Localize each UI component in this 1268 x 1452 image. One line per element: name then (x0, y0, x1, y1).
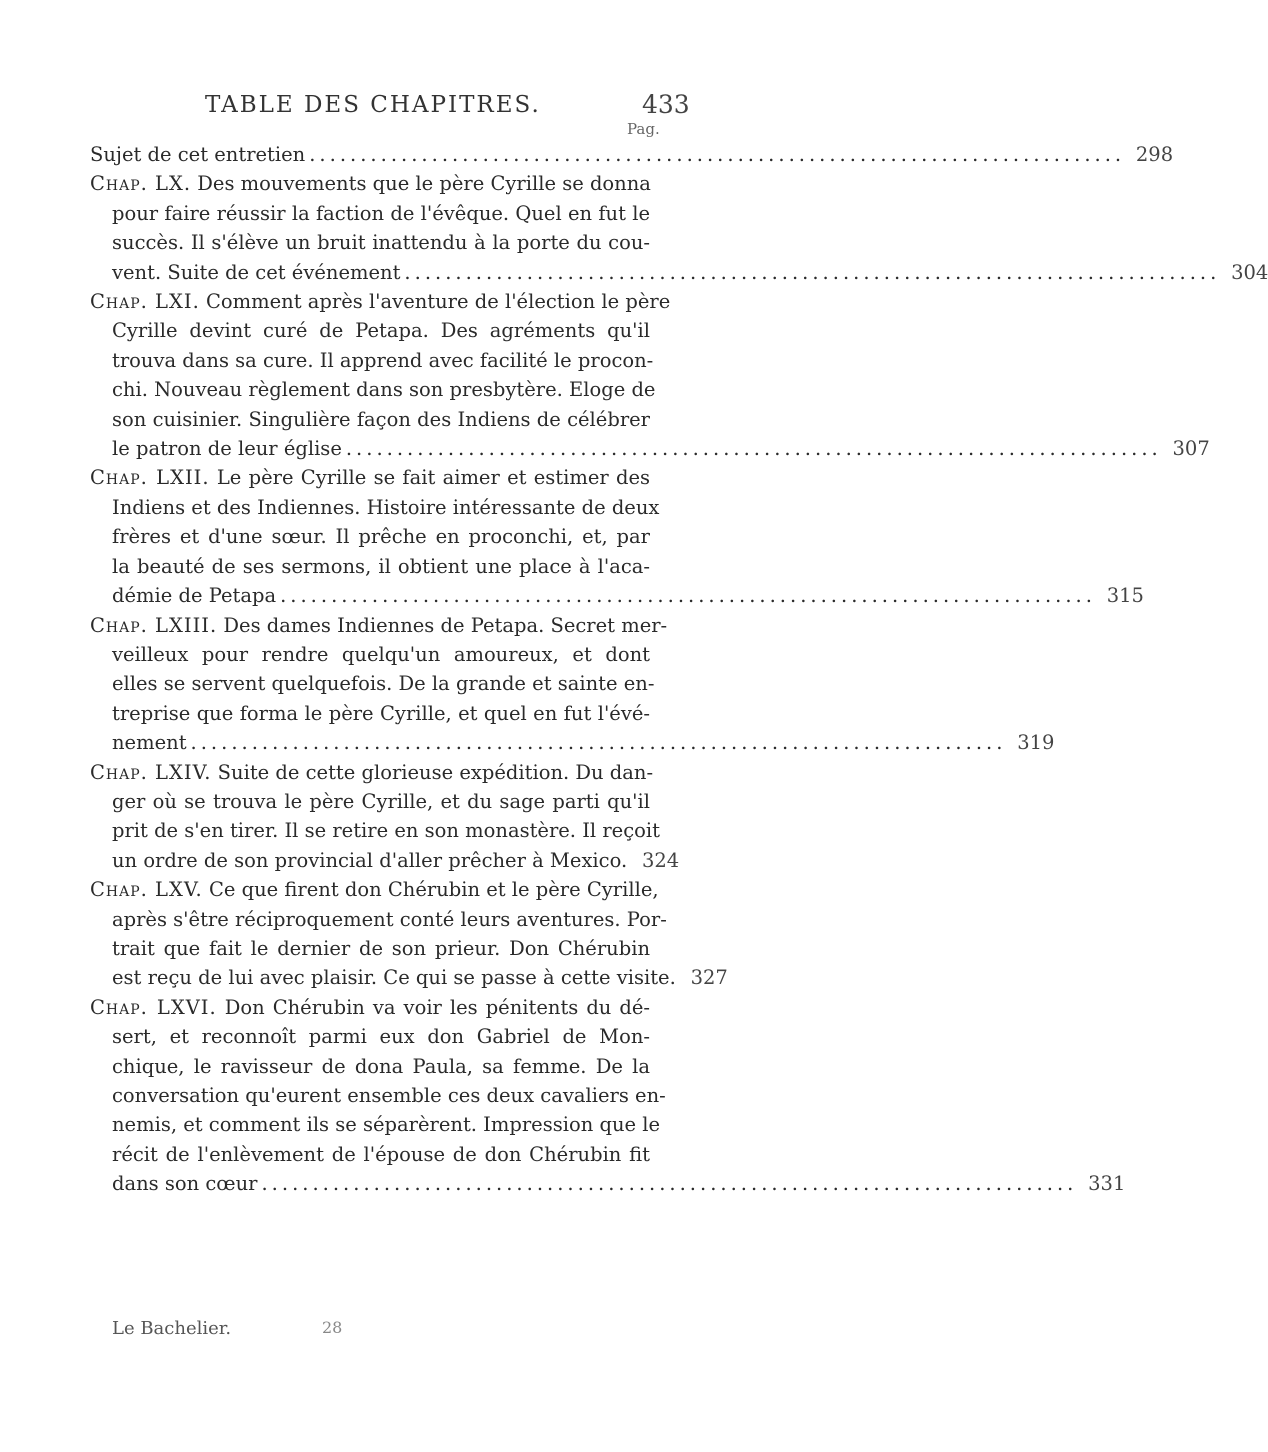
toc-line (90, 522, 650, 551)
toc-entry (90, 287, 1210, 463)
toc-line (90, 1052, 650, 1081)
entry-page-number: 304 (1231, 260, 1268, 284)
toc-last-line-text: dans son cœur (112, 1172, 258, 1196)
toc-line-text: la beauté de ses sermons, il obtient une place à l'aca- (112, 554, 650, 578)
page-footer (112, 1318, 372, 1339)
toc-line (90, 611, 668, 640)
toc-line (90, 287, 671, 316)
toc-last-line-text: Sujet de cet entretien (90, 143, 306, 166)
toc-line (90, 699, 650, 728)
toc-last-line (90, 581, 1144, 610)
table-of-contents (90, 140, 1268, 1199)
entry-page-number: 298 (1135, 143, 1174, 166)
chapter-label: Chap. LX. (90, 172, 192, 196)
toc-line (90, 758, 654, 787)
toc-line-text: Cyrille devint curé de Petapa. Des agréments qu'il (112, 319, 650, 343)
toc-line-text: frères et d'une sœur. Il prêche en proconchi, et, par (112, 525, 650, 549)
chapter-label: Chap. LXVI. (90, 995, 217, 1019)
entry-page-number: 307 (1172, 437, 1210, 461)
toc-line-text: Des dames Indiennes de Petapa. Secret mer- (223, 613, 668, 637)
chapter-label: Chap. LXIII. (90, 613, 218, 637)
dot-leader: ................................................................................ (280, 584, 1096, 608)
toc-last-line-text: est reçu de lui avec plaisir. Ce qui se passe à cette visite. (112, 966, 676, 990)
toc-entry (90, 993, 1126, 1199)
toc-line-text: après s'être réciproquement conté leurs aventures. Por- (112, 907, 667, 931)
toc-line (90, 905, 667, 934)
signature-mark: 28 (322, 1318, 343, 1337)
toc-line-text: trouva dans sa cure. Il apprend avec facilité le procon- (112, 348, 654, 372)
toc-line-text: conversation qu'eurent ensemble ces deux cavaliers en- (112, 1084, 666, 1107)
toc-line (90, 787, 650, 816)
toc-last-line-text: vent. Suite de cet événement (112, 260, 401, 284)
toc-last-line-text: un ordre de son provincial d'aller prêcher à Mexico. (112, 848, 628, 872)
toc-last-line-text: le patron de leur église (112, 437, 342, 461)
toc-line (90, 405, 650, 434)
toc-line-text: Des mouvements que le père Cyrille se donna (197, 172, 651, 196)
dot-leader: ................................................................................ (261, 1172, 1078, 1196)
toc-entry (90, 611, 1055, 758)
toc-line (90, 375, 656, 404)
toc-line-text: Indiens et des Indiennes. Histoire intéressante de deux (112, 495, 660, 519)
toc-line-text: pour faire réussir la faction de l'évêque. Quel en fut le (112, 201, 650, 225)
toc-line (90, 1110, 661, 1139)
toc-line-text: Comment après l'aventure de l'élection le père (206, 290, 671, 314)
entry-page-number: 315 (1106, 584, 1144, 608)
toc-last-line (90, 963, 728, 992)
toc-last-line (90, 1169, 1126, 1198)
toc-line-text: Le père Cyrille se fait aimer et estimer des (216, 466, 650, 490)
toc-entry (90, 758, 680, 876)
toc-line-text: veilleux pour rendre quelqu'un amoureux, et dont (112, 642, 650, 666)
toc-line-text: prit de s'en tirer. Il se retire en son monastère. Il reçoit (112, 819, 660, 843)
toc-line (90, 228, 650, 257)
toc-entry (90, 875, 728, 993)
toc-line-text: son cuisinier. Singulière façon des Indiens de célébrer (112, 407, 650, 431)
toc-line-text: treprise que forma le père Cyrille, et quel en fut l'évé- (112, 701, 650, 725)
toc-line (90, 463, 650, 492)
chapter-label: Chap. LXV. (90, 878, 203, 902)
toc-entry (90, 140, 1174, 169)
toc-line-text: Ce que firent don Chérubin et le père Cyrille, (208, 878, 659, 902)
toc-line (90, 493, 660, 522)
chapter-label: Chap. LXII. (90, 466, 210, 490)
toc-line (90, 552, 650, 581)
toc-line (90, 316, 650, 345)
dot-leader: ................................................................................ (190, 731, 1007, 755)
chapter-label: Chap. LXI. (90, 290, 200, 314)
entry-page-number: 324 (641, 848, 680, 872)
toc-line (90, 199, 650, 228)
dot-leader: ................................................................................ (309, 143, 1126, 166)
toc-line (90, 816, 660, 845)
entry-page-number: 331 (1088, 1172, 1126, 1196)
page-number: 433 (642, 90, 690, 119)
toc-line (90, 1081, 666, 1110)
toc-line (90, 1022, 650, 1051)
toc-line-text: elles se servent quelquefois. De la grande et sainte en- (112, 672, 655, 696)
toc-line-text: ger où se trouva le père Cyrille, et du sage parti qu'il (112, 789, 650, 813)
entry-page-number: 319 (1017, 731, 1055, 755)
toc-line-text: succès. Il s'élève un bruit inattendu à la porte du cou- (112, 231, 650, 255)
toc-line-text: sert, et reconnoît parmi eux don Gabriel de Mon- (112, 1025, 650, 1049)
toc-line (90, 669, 655, 698)
toc-last-line (90, 846, 680, 875)
toc-line (90, 934, 650, 963)
toc-line (90, 640, 650, 669)
toc-line-text: Suite de cette glorieuse expédition. Du dan- (217, 760, 654, 784)
toc-line-text: récit de l'enlèvement de l'épouse de don Chérubin fit (112, 1142, 650, 1166)
toc-last-line (90, 434, 1210, 463)
toc-line-text: nemis, et comment ils se séparèrent. Impression que le (112, 1113, 661, 1137)
toc-last-line-text: démie de Petapa (112, 584, 277, 608)
pag-column-label: Pag. (627, 120, 660, 138)
toc-last-line-text: nement (112, 731, 187, 755)
toc-line-text: chi. Nouveau règlement dans son presbytère. Eloge de (112, 378, 656, 402)
toc-line (90, 169, 650, 198)
toc-line (90, 875, 659, 904)
toc-line (90, 346, 654, 375)
toc-last-line (90, 140, 1174, 169)
toc-last-line (90, 258, 1268, 287)
toc-line-text: chique, le ravisseur de dona Paula, sa femme. De la (112, 1054, 650, 1078)
running-head: TABLE DES CHAPITRES. (205, 92, 541, 118)
toc-line (90, 1140, 650, 1169)
chapter-label: Chap. LXIV. (90, 760, 212, 784)
toc-entry (90, 463, 1144, 610)
toc-entry (90, 169, 1268, 287)
dot-leader: ................................................................................ (404, 260, 1221, 284)
entry-page-number: 327 (690, 966, 728, 990)
dot-leader: ................................................................................ (345, 437, 1162, 461)
toc-line-text: Don Chérubin va voir les pénitents du dé- (224, 995, 650, 1019)
footer-author: Le Bachelier. (112, 1318, 232, 1339)
toc-last-line (90, 728, 1055, 757)
toc-line-text: trait que fait le dernier de son prieur. Don Chérubin (112, 936, 650, 960)
toc-line (90, 993, 650, 1022)
